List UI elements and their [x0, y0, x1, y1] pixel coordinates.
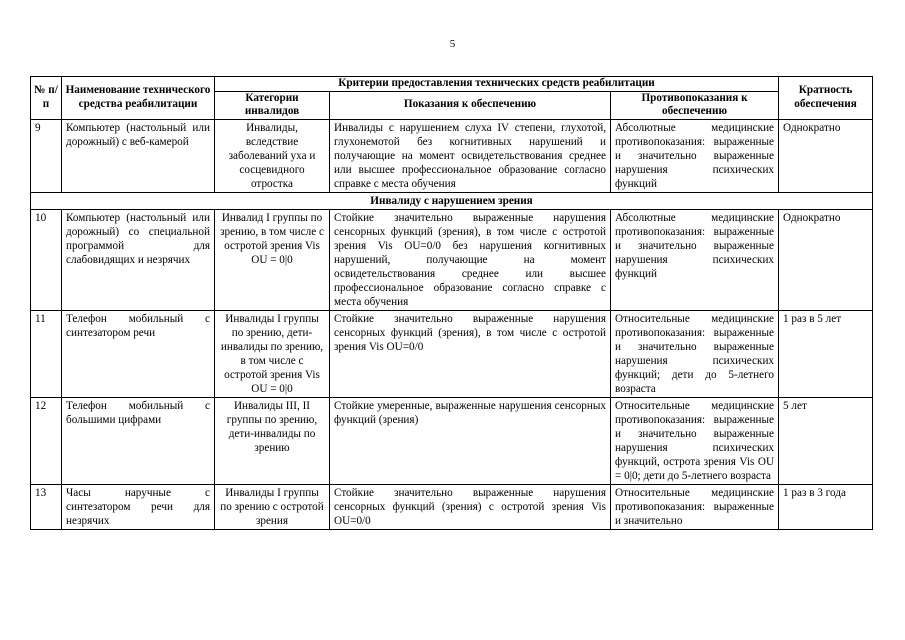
page-number: 5 — [449, 38, 456, 50]
row-num: 13 — [31, 484, 62, 529]
row-indication: Стойкие значительно выраженные нарушения сенсорных функций (зрения) с остротой зрения Vis OU=0/0 — [330, 484, 611, 529]
row-name: Компьютер (настольный или дорожный) с веб-камерой — [62, 119, 215, 192]
row-indication: Инвалиды с нарушением слуха IV степени, глухотой, глухонемотой без когнитивных нарушений и получающие на момент освидетельствования среднее или высшее профессиональное образование согласно справке с места обучения — [330, 119, 611, 192]
header-name: Наименование технического средства реабилитации — [62, 77, 215, 120]
row-name: Часы наручные с синтезатором речи для незрячих — [62, 484, 215, 529]
header-num: № п/п — [31, 77, 62, 120]
table-row — [31, 484, 873, 529]
header-indications: Показания к обеспечению — [330, 91, 611, 119]
rehabilitation-means-table — [30, 76, 873, 530]
row-contraindication: Абсолютные медицинские противопоказания: выраженные и значительно выраженные нарушения психических функций — [611, 209, 779, 310]
row-contraindication: Относительные медицинские противопоказания: выраженные и значительно выраженные нарушения психических функций, острота зрения Vis OU = 0|0; дети до 5-летнего возраста — [611, 397, 779, 484]
row-contraindication: Относительные медицинские противопоказания: выраженные и значительно — [611, 484, 779, 529]
row-num: 12 — [31, 397, 62, 484]
row-contraindication: Абсолютные медицинские противопоказания: выраженные и значительно выраженные нарушения психических функций — [611, 119, 779, 192]
table-row — [31, 397, 873, 484]
row-frequency: 1 раз в 5 лет — [779, 310, 873, 397]
row-category: Инвалиды I группы по зрению с остротой зрения — [215, 484, 330, 529]
row-name: Телефон мобильный с большими цифрами — [62, 397, 215, 484]
row-category: Инвалиды I группы по зрению, дети-инвалиды по зрению, в том числе с остротой зрения Vis OU = 0|0 — [215, 310, 330, 397]
section-row — [31, 192, 873, 209]
row-num: 11 — [31, 310, 62, 397]
header-row — [31, 77, 873, 92]
row-num: 9 — [31, 119, 62, 192]
row-indication: Стойкие значительно выраженные нарушения сенсорных функций (зрения), в том числе с остротой зрения Vis OU=0/0 — [330, 310, 611, 397]
row-frequency: 5 лет — [779, 397, 873, 484]
row-frequency: Однократно — [779, 119, 873, 192]
header-frequency: Кратность обеспечения — [779, 77, 873, 120]
row-name: Компьютер (настольный или дорожный) со специальной программой для слабовидящих и незрячих — [62, 209, 215, 310]
row-frequency: 1 раз в 3 года — [779, 484, 873, 529]
row-frequency: Однократно — [779, 209, 873, 310]
row-category: Инвалид I группы по зрению, в том числе с остротой зрения Vis OU = 0|0 — [215, 209, 330, 310]
row-indication: Стойкие значительно выраженные нарушения сенсорных функций (зрения), в том числе с остротой зрения Vis OU=0/0 без нарушения когнитивных нарушений, получающие на момент освидетельствования среднее или высшее профессиональное образование согласно справке с места обучения — [330, 209, 611, 310]
row-category: Инвалиды, вследствие заболеваний уха и сосцевидного отростка — [215, 119, 330, 192]
table-row — [31, 119, 873, 192]
row-name: Телефон мобильный с синтезатором речи — [62, 310, 215, 397]
table-row — [31, 209, 873, 310]
section-heading: Инвалиду с нарушением зрения — [31, 192, 873, 209]
header-criteria: Критерии предоставления технических средств реабилитации — [215, 77, 779, 92]
row-contraindication: Относительные медицинские противопоказания: выраженные и значительно выраженные нарушения психических функций; дети до 5-летнего возраста — [611, 310, 779, 397]
row-num: 10 — [31, 209, 62, 310]
table-row — [31, 310, 873, 397]
header-contraindications: Противопоказания к обеспечению — [611, 91, 779, 119]
header-categories: Категории инвалидов — [215, 91, 330, 119]
row-indication: Стойкие умеренные, выраженные нарушения сенсорных функций (зрения) — [330, 397, 611, 484]
row-category: Инвалиды III, II группы по зрению, дети-инвалиды по зрению — [215, 397, 330, 484]
